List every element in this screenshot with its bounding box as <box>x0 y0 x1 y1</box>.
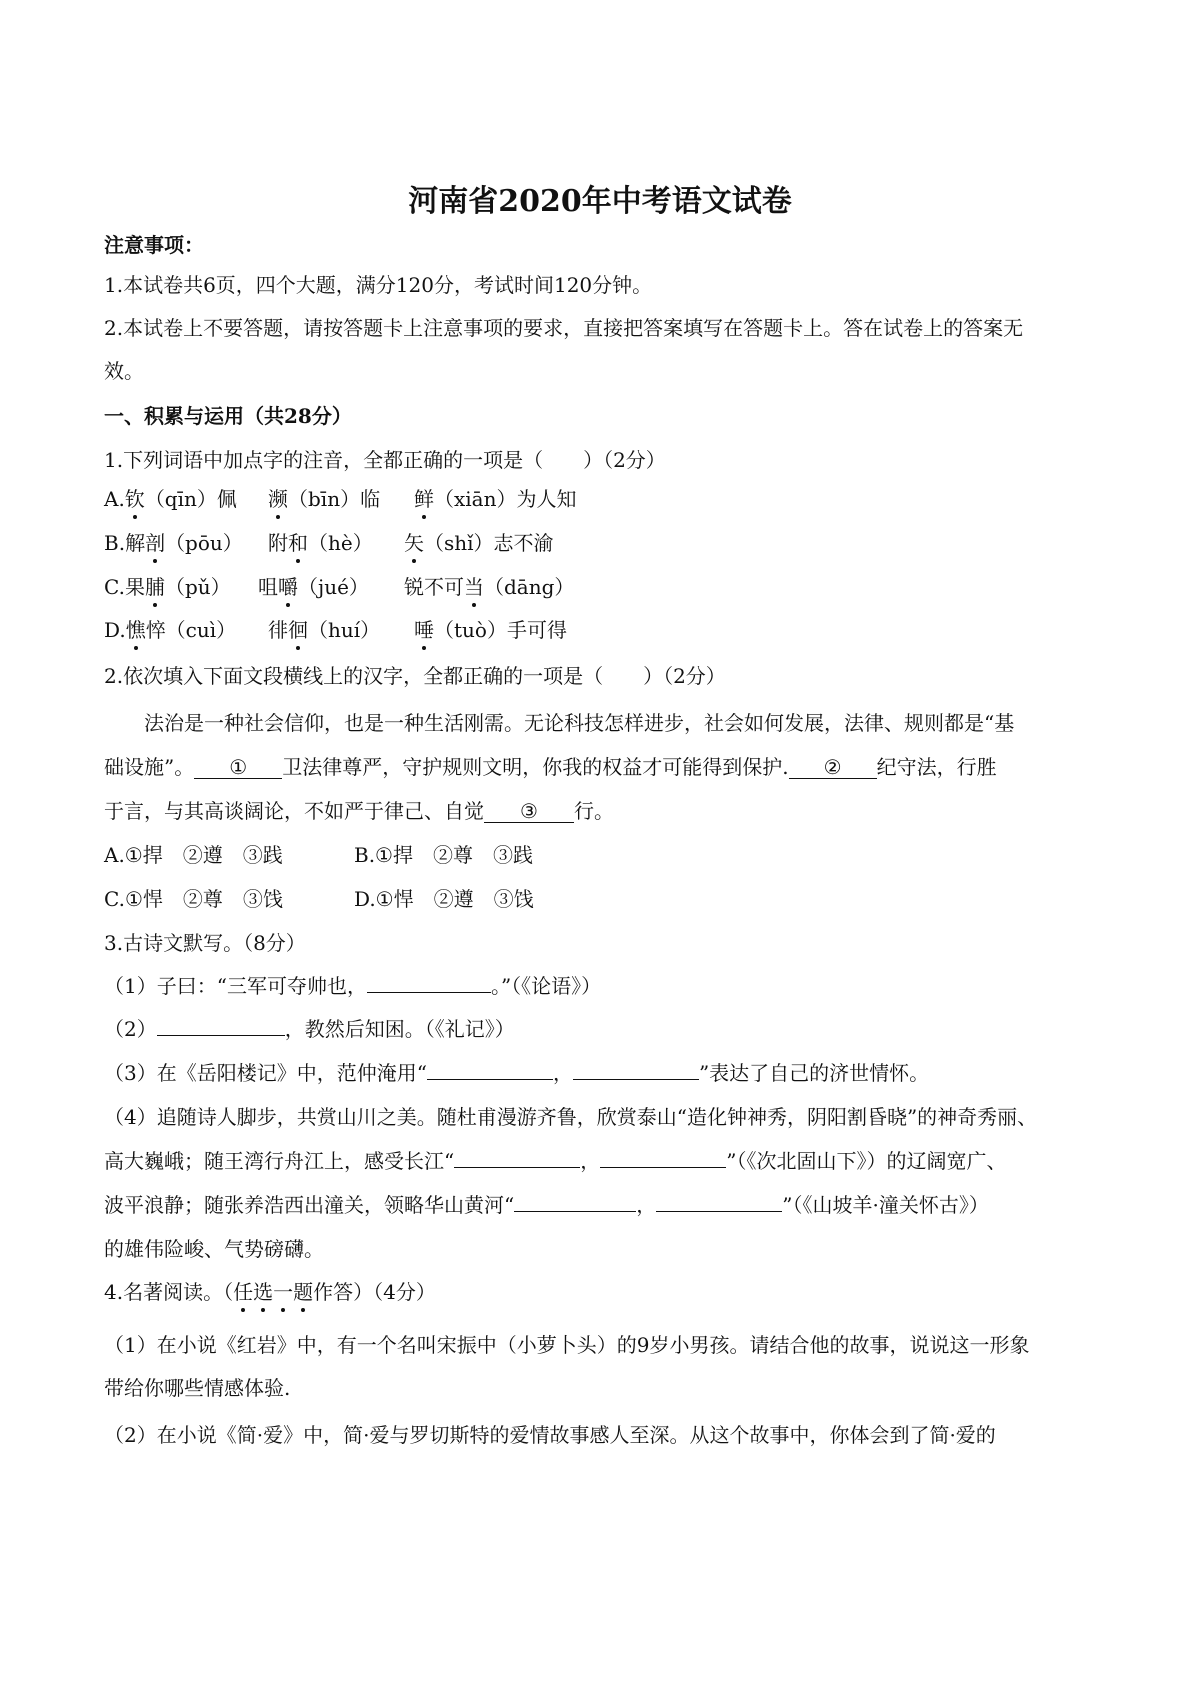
dotted-char: 剖 <box>145 531 166 555</box>
q3-part-4-line-4: 的雄伟险峻、气势磅礴。 <box>104 1237 324 1261</box>
q1-word: 矢（shǐ）志不渝 <box>404 531 554 555</box>
dotted-char: 题 <box>293 1280 314 1304</box>
dotted-char: 濒 <box>268 487 288 511</box>
q1-option-label: A.钦（qīn）佩 <box>104 487 237 511</box>
q3-part-4-line-2: 高大巍峨；随王湾行舟江上，感受长江“ ， ”（《次北固山下》）的辽阔宽广、 <box>104 1149 1007 1173</box>
dotted-char: 鲜 <box>414 487 434 511</box>
q1-stem: 1.下列词语中加点字的注音，全都正确的一项是（ ）（2分） <box>104 448 666 472</box>
notice-item-1: 1.本试卷共6页，四个大题，满分120分，考试时间120分钟。 <box>104 273 653 297</box>
fill-blank-1[interactable]: ① <box>194 756 282 779</box>
q1-option-label: D.憔悴（cuì） <box>104 618 237 642</box>
q4-part-1-line-2: 带给你哪些情感体验. <box>104 1376 291 1400</box>
dotted-char: 憔 <box>125 618 146 642</box>
q3-part-4-line-3: 波平浪静；随张养浩西出潼关，领略华山黄河“ ， ”（《山坡羊·潼关怀古》） <box>104 1193 989 1217</box>
fill-blank-2[interactable]: ② <box>789 756 877 779</box>
fill-blank-3[interactable]: ③ <box>484 800 574 823</box>
q3-stem: 3.古诗文默写。（8分） <box>104 931 306 955</box>
q3-part-4-line-1: （4）追随诗人脚步，共赏山川之美。随杜甫漫游齐鲁，欣赏泰山“造化钟神秀，阴阳割昏晓”的神奇秀丽、 <box>104 1105 1038 1129</box>
q1-word: 咀嚼（jué） <box>258 575 369 599</box>
dotted-char: 徊 <box>288 618 308 642</box>
q1-word: 濒（bīn）临 <box>268 487 381 511</box>
q3-part-3: （3）在《岳阳楼记》中，范仲淹用“ ， ”表达了自己的济世情怀。 <box>104 1061 930 1085</box>
q2-option-a: A.①捍 ②遵 ③践 <box>104 843 283 867</box>
answer-blank[interactable] <box>157 1017 285 1036</box>
dotted-char: 和 <box>288 531 308 555</box>
dotted-char: 一 <box>273 1280 294 1304</box>
notice-item-2-line-1: 2.本试卷上不要答题，请按答题卡上注意事项的要求，直接把答案填写在答题卡上。答在试卷上的答案无 <box>104 316 1024 340</box>
q4-part-2-line-1: （2）在小说《简·爱》中，简·爱与罗切斯特的爱情故事感人至深。从这个故事中，你体会到了简·爱的 <box>104 1423 996 1447</box>
q1-word: 附和（hè） <box>268 531 373 555</box>
answer-blank[interactable] <box>600 1149 726 1168</box>
q1-word: 唾（tuò）手可得 <box>414 618 567 642</box>
dotted-char: 钦 <box>124 487 145 511</box>
q2-passage-line-3: 于言，与其高谈阔论，不如严于律己、自觉 ③ 行。 <box>104 799 614 823</box>
answer-blank[interactable] <box>573 1061 699 1080</box>
q4-part-1-line-1: （1）在小说《红岩》中，有一个名叫宋振中（小萝卜头）的9岁小男孩。请结合他的故事，说说这一形象 <box>104 1333 1030 1357</box>
exam-title: 河南省2020年中考语文试卷 <box>408 184 792 219</box>
q1-option-label: B.解剖（pōu） <box>104 531 243 555</box>
q1-word: 锐不可当（dāng） <box>404 575 575 599</box>
dotted-char: 当 <box>464 575 484 599</box>
answer-blank[interactable] <box>367 974 491 993</box>
q2-option-b: B.①捍 ②尊 ③践 <box>354 843 533 867</box>
dotted-char: 矢 <box>404 531 424 555</box>
q3-part-1: （1）子曰：“三军可夺帅也， 。”（《论语》） <box>104 974 602 998</box>
answer-blank[interactable] <box>454 1149 580 1168</box>
section-1-heading: 一、积累与运用（共28分） <box>104 404 352 428</box>
q2-option-d: D.①悍 ②遵 ③饯 <box>354 887 534 911</box>
dotted-char: 任 <box>233 1280 254 1304</box>
q4-stem: 4.名著阅读。（任选一题作答）（4分） <box>104 1280 436 1304</box>
answer-blank[interactable] <box>427 1061 553 1080</box>
q2-passage-line-2: 础设施”。 ① 卫法律尊严，守护规则文明，你我的权益才可能得到保护. ② 纪守法，行胜 <box>104 755 997 779</box>
dotted-char: 脯 <box>144 575 165 599</box>
notice-heading: 注意事项： <box>104 233 204 257</box>
q1-option-label: C.果脯（pǔ） <box>104 575 231 599</box>
q2-option-c: C.①悍 ②尊 ③饯 <box>104 887 283 911</box>
q1-word: 徘徊（huí） <box>268 618 381 642</box>
q1-word: 鲜（xiān）为人知 <box>414 487 577 511</box>
q2-stem: 2.依次填入下面文段横线上的汉字，全都正确的一项是（ ）（2分） <box>104 664 726 688</box>
dotted-char: 嚼 <box>278 575 298 599</box>
dotted-char: 唾 <box>414 618 434 642</box>
q2-passage-line-1: 法治是一种社会信仰，也是一种生活刚需。无论科技怎样进步，社会如何发展，法律、规则都是“基 <box>144 711 1015 735</box>
dotted-char: 选 <box>253 1280 274 1304</box>
answer-blank[interactable] <box>514 1193 636 1212</box>
answer-blank[interactable] <box>656 1193 782 1212</box>
q3-part-2: （2） ，教然后知困。（《礼记》） <box>104 1017 515 1041</box>
notice-item-2-line-2: 效。 <box>104 359 144 383</box>
